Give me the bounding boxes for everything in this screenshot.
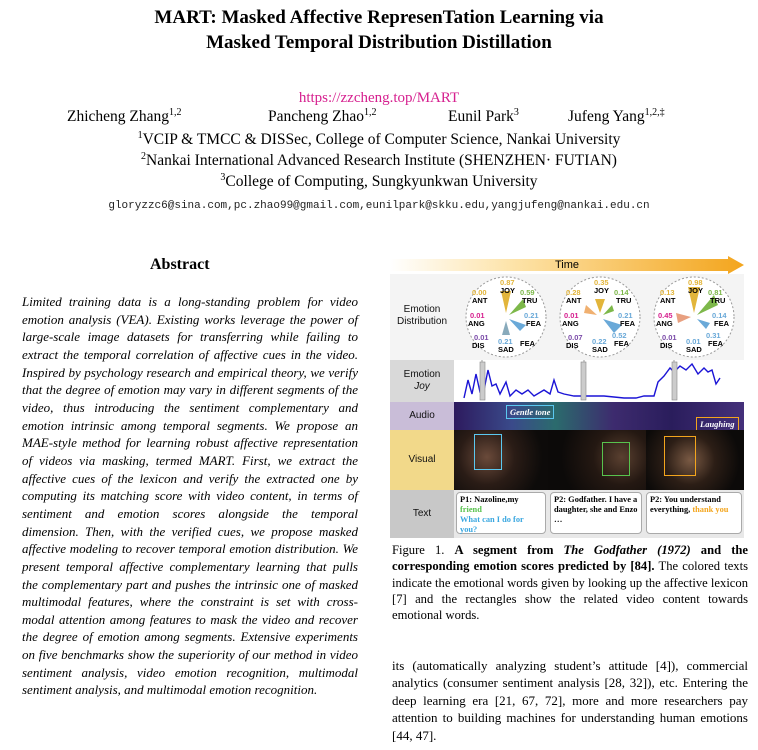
joy-line-chart	[454, 360, 744, 402]
w1-ant-code: ANT	[472, 296, 488, 305]
w2-fea-bottom: FEA	[614, 339, 629, 348]
w2-tru-value: 0.14	[614, 288, 629, 297]
author-list	[0, 108, 758, 130]
label-text: Text	[412, 508, 432, 519]
w2-tru-code: TRU	[616, 296, 632, 305]
w2-sad-value: 0.22	[592, 337, 607, 346]
w2-ang-code: ANG	[562, 319, 579, 328]
w2-dis-code: DIS	[566, 341, 579, 350]
abstract-text: Limited training data is a long-standing problem for video emotion analysis (VEA). Existing works leverage the power of large-scale image datasets for transferring while failing to extract the temporal correlation of affective cues in the video. Inspired by psychology research and empirical theory, we verify that the degree of emotion may vary in different segments of the video, thus introducing the sentiment complementary and emotion intrinsic among temporal segments. We propose an MAE-style method for learning robust affective representation of videos via masking, termed MART. First, we extract the affective cues of the lexicon and verify the extracted one by computing its matching score with video content, in terms of sentiment and emotion scores alongside the temporal dimension. Then, with the verified cues, we propose masked affective modeling to recover temporal emotion distribution. We present temporal affective complementary learning that pulls the complementary part and pushes the intrinsic one of masked multimodal features, where the constraint is set with cross-modal attention among features to mask the video and recover the degree of emotion among segments. Extensive experiments on five benchmarks show the superiority of our method in video sentiment analysis, video emotion recognition, multimodal sentiment analysis, and multimodal emotion recognition.	[22, 294, 358, 698]
mask-marker-1	[480, 362, 485, 400]
w2-fea-value: 0.21	[618, 311, 633, 320]
w2-joy-code: JOY	[594, 286, 610, 295]
w1-joy-code: JOY	[500, 286, 516, 295]
w3-joy-code: JOY	[688, 286, 704, 295]
w3-fea-bottom: FEA	[708, 339, 723, 348]
w3-sad-code: SAD	[686, 345, 702, 354]
project-url[interactable]: https://zzcheng.top/MART	[298, 90, 460, 106]
w1-ang-code: ANG	[468, 319, 485, 328]
author-3: Eunil Park$^3$	[448, 106, 519, 125]
wheel-labels	[454, 274, 744, 360]
label-emotion-joy: Emotion Joy	[403, 369, 441, 392]
body-paragraph: its (automatically analyzing student’s attitude [4]), commercial analytics (consumer sentiment analysis [28, 32]), etc. Entering the deep learning era [21, 67, 72], more and more researchers pay attention to building machines for understanding human emotions [44, 47].	[392, 658, 748, 743]
label-audio: Audio	[409, 410, 435, 421]
w1-joy-value: 0.87	[500, 278, 515, 287]
author-4: Jufeng Yang$^{1,2,\ddagger}$	[568, 106, 665, 125]
w3-ant-code: ANT	[660, 296, 676, 305]
w1-fea-code: FEA	[526, 319, 541, 328]
figure-caption: Figure 1. A segment from The Godfather (1972) and the corresponding emotion scores predicted by [84]. The colored texts indicate the emotional words given by looking up the affective lexicon [7] and the rectangles show the related video content towards emotional words.	[392, 543, 748, 623]
figure-1	[390, 256, 744, 538]
w3-ant-value: 0.13	[660, 288, 675, 297]
w3-fea-value: 0.14	[712, 311, 727, 320]
w1-dis-value: 0.01	[474, 333, 489, 342]
paper-title-line-1: MART: Masked Affective RepresenTation Learning via	[154, 7, 604, 28]
w3-dis-code: DIS	[660, 341, 673, 350]
author-1: Zhicheng Zhang$^{1,2}$	[67, 106, 182, 125]
w3-dis-value: 0.01	[662, 333, 677, 342]
text-box-2: P2: Godfather. I have a daughter, she and Enzo …	[550, 492, 642, 534]
w3-tru-code: TRU	[710, 296, 726, 305]
w1-sad-value: 0.21	[498, 337, 513, 346]
w2-sad-code: SAD	[592, 345, 608, 354]
w2-ang-value: 0.01	[564, 311, 579, 320]
face-box-3	[664, 436, 696, 476]
w2-fea-code: FEA	[620, 319, 635, 328]
affiliation-1: $^1$VCIP & TMCC & DISSec, College of Computer Science, Nankai University	[137, 129, 621, 148]
w2-dis-value: 0.07	[568, 333, 583, 342]
w3-ang-code: ANG	[656, 319, 673, 328]
w2-ant-code: ANT	[566, 296, 582, 305]
paper-title-line-2: Masked Temporal Distribution Distillation	[206, 32, 552, 53]
w1-fea-bottom: FEA	[520, 339, 535, 348]
mask-marker-2	[581, 362, 586, 400]
author-2: Pancheng Zhao$^{1,2}$	[268, 106, 377, 125]
text-box-3: P2: You understand everything, thank you	[646, 492, 742, 534]
abstract-heading: Abstract	[150, 256, 210, 273]
w1-tru-value: 0.59	[520, 288, 535, 297]
audio-tag-gentle: Gentle tone	[506, 405, 554, 419]
label-emotion-distribution: Emotion Distribution	[396, 304, 448, 327]
audio-tag-laughing: Laughing	[696, 417, 739, 431]
w3-joy-value: 0.98	[688, 278, 703, 287]
w2-joy-value: 0.35	[594, 278, 609, 287]
w1-ang-value: 0.01	[470, 311, 485, 320]
label-visual: Visual	[408, 454, 436, 465]
w1-fea-value: 0.21	[524, 311, 539, 320]
face-box-1	[474, 434, 502, 470]
w3-fea-bottom-value: 0.31	[706, 331, 721, 340]
w2-ant-value: 0.28	[566, 288, 581, 297]
face-box-2	[602, 442, 630, 476]
video-frame-2	[548, 430, 646, 490]
w2-fea-bottom-value: 0.52	[612, 331, 627, 340]
text-box-1: P1: Nazoline,my friend What can I do for you?	[456, 492, 546, 534]
time-label: Time	[555, 259, 580, 271]
mask-marker-3	[672, 362, 677, 400]
w1-sad-code: SAD	[498, 345, 514, 354]
w1-dis-code: DIS	[472, 341, 485, 350]
w3-fea-code: FEA	[714, 319, 729, 328]
affiliation-2: $^2$Nankai International Advanced Research Institute (SHENZHEN· FUTIAN)	[141, 150, 617, 169]
w1-ant-value: 0.00	[472, 288, 487, 297]
w3-sad-value: 0.01	[686, 337, 701, 346]
w3-tru-value: 0.81	[708, 288, 723, 297]
author-emails: gloryzzc6@sina.com,pc.zhao99@gmail.com,eunilpark@skku.edu,yangjufeng@nankai.edu.cn	[108, 200, 650, 212]
w1-tru-code: TRU	[522, 296, 538, 305]
affiliation-3: $^3$College of Computing, Sungkyunkwan University	[220, 171, 538, 190]
w3-ang-value: 0.45	[658, 311, 673, 320]
